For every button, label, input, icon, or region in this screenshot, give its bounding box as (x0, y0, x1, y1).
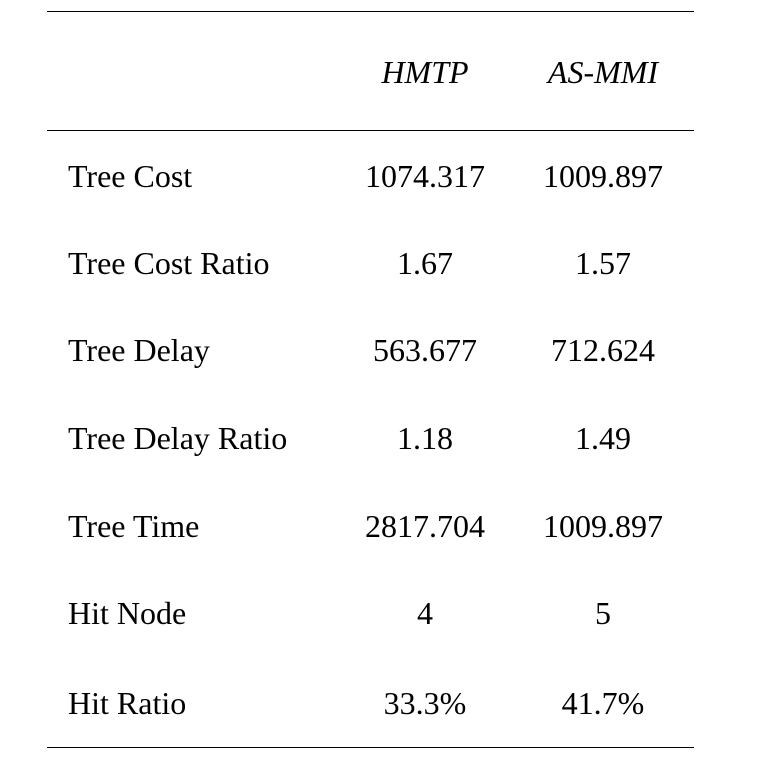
table-bottom-rule (47, 747, 694, 748)
row-label: Tree Time (68, 508, 200, 544)
table-row (0, 418, 767, 458)
as-mmi-value: 1.49 (575, 420, 631, 456)
hmtp-value: 1074.317 (365, 158, 485, 194)
as-mmi-value: 41.7% (561, 685, 645, 721)
as-mmi-value: 1.57 (575, 245, 631, 281)
as-mmi-value: 1009.897 (543, 508, 663, 544)
table-row (0, 156, 767, 196)
table-row (0, 683, 767, 723)
row-label: Tree Delay Ratio (68, 420, 288, 456)
as-mmi-value: 712.624 (551, 332, 655, 368)
hmtp-value: 1.67 (397, 245, 453, 281)
hmtp-value: 4 (417, 595, 433, 631)
row-label: Hit Node (68, 595, 187, 631)
table-row (0, 330, 767, 370)
table-row (0, 506, 767, 546)
row-label: Tree Cost (68, 158, 193, 194)
hmtp-value: 1.18 (397, 420, 453, 456)
hmtp-value: 33.3% (383, 685, 467, 721)
row-label: Hit Ratio (68, 685, 187, 721)
column-header-as-mmi: AS-MMI (547, 54, 659, 90)
table-row (0, 243, 767, 283)
row-label: Tree Delay (68, 332, 210, 368)
table-top-rule (47, 11, 694, 12)
table-header-rule (47, 130, 694, 131)
as-mmi-value: 1009.897 (543, 158, 663, 194)
hmtp-value: 2817.704 (365, 508, 485, 544)
as-mmi-value: 5 (595, 595, 611, 631)
hmtp-value: 563.677 (373, 332, 477, 368)
table-row (0, 593, 767, 633)
row-label: Tree Cost Ratio (68, 245, 270, 281)
column-header-hmtp: HMTP (381, 54, 469, 90)
